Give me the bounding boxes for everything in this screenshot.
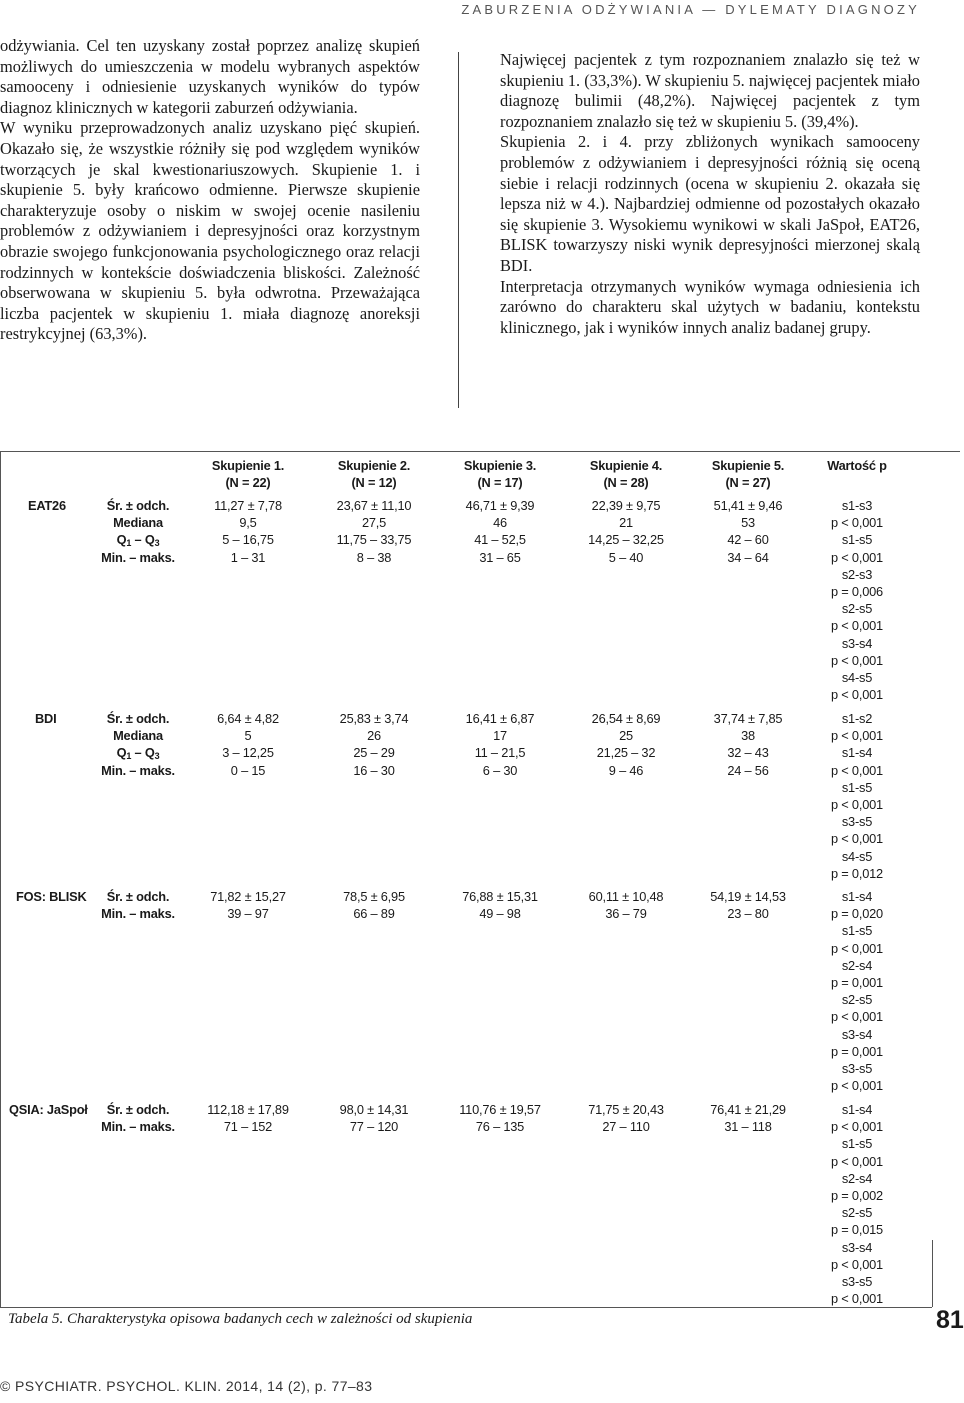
p-value-line: p < 0,001 <box>831 652 883 668</box>
cluster-value-line: 16 – 30 <box>353 762 395 778</box>
p-value-line: p = 0,001 <box>831 975 883 991</box>
cluster-value-line: 31 – 65 <box>479 549 521 565</box>
p-value-line: p < 0,001 <box>831 1009 883 1025</box>
p-value-line: p < 0,001 <box>831 1119 883 1135</box>
right-text-column <box>500 50 920 338</box>
p-value-line: p < 0,001 <box>831 728 883 744</box>
statistic-labels-line: Śr. ± odch. <box>106 889 170 904</box>
p-value-line: p = 0,002 <box>831 1188 883 1204</box>
cluster-value-line: 17 <box>493 728 507 744</box>
p-value-line: s1-s4 <box>841 889 873 904</box>
paragraph: Najwięcej pacjentek z tym rozpoznaniem znalazło się też w skupieniu 1. (33,3%). W skupieniu 5. najwięcej pacjentek miało diagnozę bulimii (48,2%). Najwięcej pacjentek z tym rozpoznaniem znalazło się też w skupieniu 5. (39,4%). <box>500 50 920 131</box>
table-frame-left <box>0 451 1 1307</box>
journal-footer: © PSYCHIATR. PSYCHOL. KLIN. 2014, 14 (2), p. 77–83 <box>0 1378 373 1394</box>
cluster-value-line: 78,5 ± 6,95 <box>343 889 405 904</box>
cluster-value-line: 71 – 152 <box>223 1119 273 1135</box>
column-header-line: (N = 27) <box>725 475 771 491</box>
column-divider <box>458 52 459 408</box>
paragraph: Interpretacja otrzymanych wyników wymaga odniesienia ich zarówno do charakteru skal użytych w badaniu, kontekstu klinicznego, jak i wyników innych analiz badanej grupy. <box>500 276 920 337</box>
cluster-value-line: 26 <box>367 728 381 744</box>
p-value-line: s1-s5 <box>841 532 873 548</box>
p-value-line: p < 0,001 <box>831 1256 883 1272</box>
page-number: 81 <box>936 1306 964 1334</box>
paragraph: W wyniku przeprowadzonych analiz uzyskano pięć skupień. Okazało się, że wszystkie różniły się pod względem wyników tworzących je skal kwestionariuszowych. Skupienie 1. i skupienie 5. były krańcowo odmienne. Pierwsze skupienie charakteryzuje osoby o niskim w swojej ocenie nasileniu problemów z odżywianiem i depresyjności oraz korzystnym obrazie swojego funkcjonowania psychologicznego oraz relacji rodzinnych w kontekście doświadczenia bliskości. Zależność obserwowana w skupieniu 5. była odwrotna. Przeważająca liczba pacjentek w skupieniu 1. miała diagnozę anoreksji restrykcyjnej (63,3%). <box>0 118 420 344</box>
p-value-line: p < 0,001 <box>831 797 883 813</box>
p-value-line: s2-s3 <box>841 566 873 582</box>
p-value-line: s3-s4 <box>841 635 873 651</box>
cluster-value-line: 31 – 118 <box>724 1119 772 1135</box>
p-value <box>777 1101 937 1307</box>
cluster-value-line: 112,18 ± 17,89 <box>207 1102 289 1117</box>
cluster-value-line: 46 <box>493 515 507 531</box>
variable-name-line: FOS: BLISK <box>16 889 87 904</box>
p-value-line: p < 0,001 <box>831 515 883 531</box>
cluster-value-line: 11 – 21,5 <box>474 745 526 761</box>
column-header-line: Skupienie 3. <box>463 458 537 473</box>
cluster-value-line: 0 – 15 <box>230 762 266 778</box>
cluster-value-line: 5 – 16,75 <box>222 532 274 548</box>
table-frame-top <box>0 451 960 452</box>
cluster-value-line: 25 – 29 <box>353 745 395 761</box>
p-value-line: s3-s4 <box>841 1239 873 1255</box>
variable-name <box>35 710 56 727</box>
p-value-line: s1-s2 <box>841 711 873 726</box>
column-header-line: Skupienie 2. <box>337 458 411 473</box>
p-value-line: p < 0,001 <box>831 762 883 778</box>
cluster-value-line: 76,41 ± 21,29 <box>710 1102 786 1117</box>
p-value-line: s2-s4 <box>841 1170 873 1186</box>
statistic-labels-line: Min. – maks. <box>101 762 175 778</box>
p-value-line: p < 0,001 <box>831 1153 883 1169</box>
cluster-value-line: 6 – 30 <box>482 762 518 778</box>
statistic-labels-line: Min. – maks. <box>101 1119 175 1135</box>
cluster-value-line: 46,71 ± 9,39 <box>465 498 535 513</box>
column-header-line: (N = 12) <box>351 475 397 491</box>
running-header: ZABURZENIA ODŻYWIANIA — DYLEMATY DIAGNOZY <box>461 2 920 17</box>
cluster-value-line: 22,39 ± 9,75 <box>591 498 661 513</box>
cluster-value-line: 41 – 52,5 <box>474 532 526 548</box>
cluster-value-line: 23,67 ± 11,10 <box>336 498 412 513</box>
p-value-line: s2-s5 <box>841 1205 873 1221</box>
cluster-value-line: 25 <box>619 728 633 744</box>
p-value-line: s4-s5 <box>841 670 873 686</box>
variable-name-line: EAT26 <box>28 498 66 513</box>
p-value-line: p < 0,001 <box>831 687 883 703</box>
cluster-value-line: 27 – 110 <box>602 1119 650 1135</box>
p-value-line: p < 0,001 <box>831 549 883 565</box>
cluster-value-line: 98,0 ± 14,31 <box>339 1102 409 1117</box>
column-header-line: (N = 22) <box>225 475 271 491</box>
cluster-value-line: 110,76 ± 19,57 <box>459 1102 541 1117</box>
statistic-labels-line: Mediana <box>113 515 163 531</box>
cluster-value-line: 21 <box>619 515 633 531</box>
statistic-labels-line: Mediana <box>113 728 163 744</box>
p-value-line: p = 0,012 <box>831 865 883 881</box>
paragraph: odżywiania. Cel ten uzyskany został poprzez analizę skupień możliwych do umieszczenia w modelu wybranych aspektów samooceny i odniesienie uzyskanych wyników do typów diagnoz klinicznych w kategorii zaburzeń odżywiania. <box>0 36 420 117</box>
cluster-value-line: 37,74 ± 7,85 <box>713 711 783 726</box>
cluster-value-line: 21,25 – 32 <box>596 745 656 761</box>
p-value-line: p = 0,020 <box>831 906 883 922</box>
cluster-value-line: 11,75 – 33,75 <box>336 532 412 548</box>
cluster-value-line: 11,27 ± 7,78 <box>214 498 282 513</box>
column-header-line: Skupienie 5. <box>711 458 785 473</box>
p-value-line: s1-s4 <box>841 1102 873 1117</box>
p-value-line: s2-s5 <box>841 601 873 617</box>
cluster-value-line: 34 – 64 <box>727 549 769 565</box>
p-value-line: p < 0,001 <box>831 618 883 634</box>
cluster-value-line: 5 <box>244 728 252 744</box>
p-value-line: s1-s4 <box>841 745 873 761</box>
statistic-labels-line: Śr. ± odch. <box>106 1102 170 1117</box>
statistic-labels-line: $Q_1 - Q_3$ <box>116 745 160 762</box>
cluster-value-line: 3 – 12,25 <box>222 745 274 761</box>
cluster-value-line: 49 – 98 <box>479 906 521 922</box>
cluster-value-line: 71,75 ± 20,43 <box>588 1102 664 1117</box>
cluster-value-line: 32 – 43 <box>727 745 769 761</box>
cluster-value-line: 9 – 46 <box>608 762 644 778</box>
p-value-line: s3-s5 <box>841 1061 873 1077</box>
paragraph: Skupienia 2. i 4. przy zbliżonych wynikach samooceny problemów z odżywianiem i depresyjności różnią się oceną siebie i relacji rodzinnych (ocena w skupieniu 2. okazała się lepsza niż w 4.). Najbardziej odmienne od pozostałych okazało się skupienie 3. Wysokiemu wynikowi w skali JaSpoł, EAT26, BLISK towarzyszy niski wynik depresyjności mierzonej skalą BDI. <box>500 132 920 275</box>
p-value-line: s3-s4 <box>841 1026 873 1042</box>
p-value-line: s1-s5 <box>841 923 873 939</box>
cluster-value-line: 23 – 80 <box>727 906 769 922</box>
p-value-line: s1-s5 <box>841 779 873 795</box>
table-caption: Tabela 5. Charakterystyka opisowa badanych cech w zależności od skupienia <box>8 1311 473 1327</box>
p-value-line: s2-s4 <box>841 957 873 973</box>
cluster-value-line: 6,64 ± 4,82 <box>217 711 279 726</box>
cluster-value-line: 27,5 <box>361 515 387 531</box>
p-value-line: p < 0,001 <box>831 1291 883 1307</box>
p-value <box>777 710 937 882</box>
statistic-labels-line: Śr. ± odch. <box>106 498 170 513</box>
p-value-line: p = 0,001 <box>831 1043 883 1059</box>
column-header-line: (N = 17) <box>477 475 523 491</box>
p-value-line: p < 0,001 <box>831 1078 883 1094</box>
cluster-value-line: 1 – 31 <box>230 549 266 565</box>
statistic-labels-line: $Q_1 - Q_3$ <box>116 532 160 549</box>
cluster-value-line: 38 <box>741 728 755 744</box>
column-header-line: Skupienie 1. <box>211 458 285 473</box>
p-value-line: s1-s5 <box>841 1136 873 1152</box>
statistic-labels-line: Śr. ± odch. <box>106 711 170 726</box>
cluster-value-line: 76,88 ± 15,31 <box>462 889 538 904</box>
cluster-value-line: 26,54 ± 8,69 <box>591 711 661 726</box>
p-value-line: p < 0,001 <box>831 831 883 847</box>
cluster-value-line: 71,82 ± 15,27 <box>210 889 286 904</box>
cluster-value-line: 53 <box>741 515 755 531</box>
variable-name-line: QSIA: JaSpoł <box>9 1102 88 1117</box>
p-value-line: p = 0,015 <box>831 1222 883 1238</box>
cluster-value-line: 77 – 120 <box>349 1119 399 1135</box>
p-value-line: s1-s3 <box>841 498 873 513</box>
cluster-value-line: 54,19 ± 14,53 <box>710 889 786 904</box>
column-header-line: (N = 28) <box>603 475 649 491</box>
cluster-value-line: 24 – 56 <box>727 762 769 778</box>
variable-name-line: BDI <box>35 711 57 726</box>
p-value-line: p = 0,006 <box>831 584 883 600</box>
statistic-labels-line: Min. – maks. <box>101 906 175 922</box>
p-value <box>777 888 937 1094</box>
statistic-labels-line: Min. – maks. <box>101 549 175 565</box>
cluster-value-line: 66 – 89 <box>353 906 395 922</box>
cluster-value-line: 5 – 40 <box>608 549 644 565</box>
cluster-value-line: 36 – 79 <box>605 906 647 922</box>
cluster-value-line: 51,41 ± 9,46 <box>713 498 783 513</box>
cluster-value-line: 39 – 97 <box>227 906 269 922</box>
cluster-value-line: 76 – 135 <box>475 1119 525 1135</box>
p-value-line: s3-s5 <box>841 814 873 830</box>
cluster-value-line: 16,41 ± 6,87 <box>465 711 535 726</box>
cluster-value-line: 9,5 <box>239 515 257 531</box>
p-value-header-line: Wartość p <box>827 458 887 473</box>
cluster-value-line: 8 – 38 <box>356 549 392 565</box>
p-value-header <box>777 457 937 474</box>
cluster-value-line: 60,11 ± 10,48 <box>588 889 664 904</box>
column-header-line: Skupienie 4. <box>589 458 663 473</box>
cluster-value-line: 42 – 60 <box>727 532 769 548</box>
cluster-value-line: 25,83 ± 3,74 <box>339 711 409 726</box>
p-value <box>777 497 937 703</box>
p-value-line: s3-s5 <box>841 1274 873 1290</box>
p-value-line: s4-s5 <box>841 848 873 864</box>
p-value-line: p < 0,001 <box>831 940 883 956</box>
cluster-value-line: 14,25 – 32,25 <box>588 532 664 548</box>
p-value-line: s2-s5 <box>841 992 873 1008</box>
left-text-column <box>0 36 420 345</box>
